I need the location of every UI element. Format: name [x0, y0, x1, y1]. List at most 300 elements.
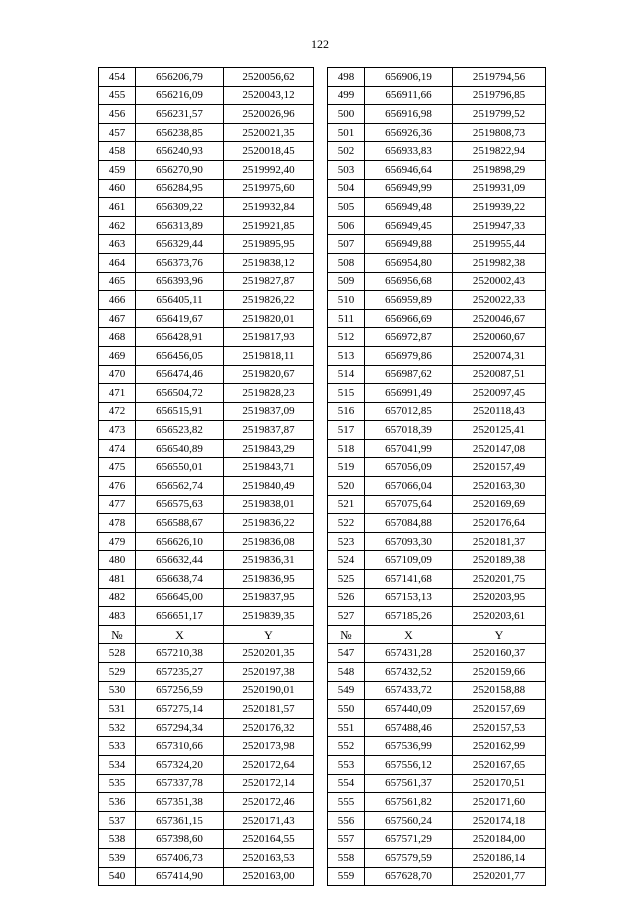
y-coordinate-cell: 2519932,84 [224, 198, 314, 217]
table-row [99, 328, 546, 347]
column-gap [314, 346, 328, 365]
point-number-cell: 478 [99, 514, 136, 533]
table-row [99, 532, 546, 551]
y-coordinate-cell: 2520046,67 [453, 309, 546, 328]
x-coordinate-cell: 656949,48 [365, 198, 453, 217]
y-coordinate-cell: 2519992,40 [224, 160, 314, 179]
table-row [99, 105, 546, 124]
x-coordinate-cell: 656562,74 [136, 477, 224, 496]
x-coordinate-cell: 656645,00 [136, 588, 224, 607]
column-gap [314, 216, 328, 235]
y-coordinate-cell: 2519808,73 [453, 123, 546, 142]
x-coordinate-cell: 657432,52 [365, 663, 453, 682]
y-coordinate-cell: 2519947,33 [453, 216, 546, 235]
point-number-cell: 508 [328, 253, 365, 272]
column-gap [314, 235, 328, 254]
x-coordinate-cell: 656916,98 [365, 105, 453, 124]
point-number-cell: 510 [328, 291, 365, 310]
point-number-cell: 483 [99, 607, 136, 626]
y-coordinate-cell: 2519931,09 [453, 179, 546, 198]
point-number-cell: 556 [328, 811, 365, 830]
x-coordinate-cell: 657056,09 [365, 458, 453, 477]
point-number-cell: 498 [328, 68, 365, 87]
y-coordinate-cell: 2520022,33 [453, 291, 546, 310]
point-number-cell: 456 [99, 105, 136, 124]
point-number-cell: 528 [99, 644, 136, 663]
y-coordinate-cell: 2519794,56 [453, 68, 546, 87]
x-coordinate-cell: 656504,72 [136, 384, 224, 403]
x-coordinate-cell: 656933,83 [365, 142, 453, 161]
point-number-cell: 515 [328, 384, 365, 403]
column-gap [314, 68, 328, 87]
x-coordinate-cell: 656926,36 [365, 123, 453, 142]
column-gap [314, 179, 328, 198]
column-gap [314, 663, 328, 682]
column-gap [314, 328, 328, 347]
x-coordinate-cell: 656991,49 [365, 384, 453, 403]
x-coordinate-cell: 657141,68 [365, 570, 453, 589]
x-coordinate-cell: 656216,09 [136, 86, 224, 105]
x-coordinate-cell: 657579,59 [365, 848, 453, 867]
y-coordinate-cell: 2520181,37 [453, 532, 546, 551]
x-coordinate-cell: 656373,76 [136, 253, 224, 272]
table-row [99, 272, 546, 291]
x-coordinate-cell: 656959,89 [365, 291, 453, 310]
y-coordinate-cell: 2519898,29 [453, 160, 546, 179]
y-coordinate-cell: 2519982,38 [453, 253, 546, 272]
point-number-cell: 509 [328, 272, 365, 291]
x-coordinate-cell: 656206,79 [136, 68, 224, 87]
y-coordinate-cell: 2519838,12 [224, 253, 314, 272]
y-coordinate-cell: 2520163,53 [224, 848, 314, 867]
y-coordinate-cell: 2519818,11 [224, 346, 314, 365]
x-coordinate-cell: 657256,59 [136, 681, 224, 700]
x-coordinate-cell: 657310,66 [136, 737, 224, 756]
table-row [99, 774, 546, 793]
y-coordinate-cell: 2520026,96 [224, 105, 314, 124]
column-gap [314, 551, 328, 570]
y-coordinate-cell: 2520189,38 [453, 551, 546, 570]
point-number-cell: 461 [99, 198, 136, 217]
point-number-cell: 516 [328, 402, 365, 421]
y-coordinate-cell: 2520157,69 [453, 700, 546, 719]
table-row [99, 514, 546, 533]
x-coordinate-cell: 656972,87 [365, 328, 453, 347]
y-coordinate-cell: 2519828,23 [224, 384, 314, 403]
point-number-cell: 540 [99, 867, 136, 886]
column-gap [314, 867, 328, 886]
table-row [99, 365, 546, 384]
column-gap [314, 495, 328, 514]
point-number-cell: 550 [328, 700, 365, 719]
y-coordinate-cell: 2520171,60 [453, 793, 546, 812]
column-gap [314, 105, 328, 124]
number-header: № [99, 625, 136, 644]
y-coordinate-cell: 2520203,61 [453, 607, 546, 626]
y-coordinate-cell: 2519840,49 [224, 477, 314, 496]
point-number-cell: 558 [328, 848, 365, 867]
x-coordinate-cell: 657275,14 [136, 700, 224, 719]
x-coordinate-cell: 656979,86 [365, 346, 453, 365]
y-coordinate-cell: 2519836,08 [224, 532, 314, 551]
x-coordinate-cell: 657109,09 [365, 551, 453, 570]
x-coordinate-cell: 656238,85 [136, 123, 224, 142]
y-coordinate-cell: 2519843,71 [224, 458, 314, 477]
point-number-cell: 468 [99, 328, 136, 347]
table-row [99, 421, 546, 440]
column-gap [314, 458, 328, 477]
point-number-cell: 474 [99, 439, 136, 458]
table-row [99, 198, 546, 217]
column-gap [314, 755, 328, 774]
y-coordinate-cell: 2519975,60 [224, 179, 314, 198]
y-coordinate-cell: 2520172,46 [224, 793, 314, 812]
column-gap [314, 123, 328, 142]
table-row [99, 309, 546, 328]
y-header: Y [453, 625, 546, 644]
y-coordinate-cell: 2519820,01 [224, 309, 314, 328]
x-coordinate-cell: 656393,96 [136, 272, 224, 291]
x-coordinate-cell: 656651,17 [136, 607, 224, 626]
point-number-cell: 559 [328, 867, 365, 886]
x-coordinate-cell: 656954,80 [365, 253, 453, 272]
point-number-cell: 536 [99, 793, 136, 812]
table-row [99, 755, 546, 774]
column-gap [314, 830, 328, 849]
point-number-cell: 519 [328, 458, 365, 477]
table-row [99, 718, 546, 737]
x-coordinate-cell: 656329,44 [136, 235, 224, 254]
x-coordinate-cell: 656313,89 [136, 216, 224, 235]
y-coordinate-cell: 2519796,85 [453, 86, 546, 105]
x-header: X [136, 625, 224, 644]
x-coordinate-cell: 656284,95 [136, 179, 224, 198]
x-coordinate-cell: 656949,99 [365, 179, 453, 198]
y-coordinate-cell: 2520172,64 [224, 755, 314, 774]
x-coordinate-cell: 657556,12 [365, 755, 453, 774]
point-number-cell: 477 [99, 495, 136, 514]
table-row [99, 551, 546, 570]
point-number-cell: 465 [99, 272, 136, 291]
y-coordinate-cell: 2519837,95 [224, 588, 314, 607]
point-number-cell: 511 [328, 309, 365, 328]
point-number-cell: 501 [328, 123, 365, 142]
y-coordinate-cell: 2519836,22 [224, 514, 314, 533]
table-row [99, 384, 546, 403]
table-row [99, 235, 546, 254]
point-number-cell: 521 [328, 495, 365, 514]
y-coordinate-cell: 2520074,31 [453, 346, 546, 365]
column-gap [314, 421, 328, 440]
column-gap [314, 272, 328, 291]
y-coordinate-cell: 2520157,53 [453, 718, 546, 737]
y-coordinate-cell: 2520201,75 [453, 570, 546, 589]
point-number-cell: 503 [328, 160, 365, 179]
y-coordinate-cell: 2520159,66 [453, 663, 546, 682]
x-coordinate-cell: 656966,69 [365, 309, 453, 328]
table-row [99, 123, 546, 142]
y-coordinate-cell: 2520097,45 [453, 384, 546, 403]
y-coordinate-cell: 2520160,37 [453, 644, 546, 663]
x-coordinate-cell: 657235,27 [136, 663, 224, 682]
y-coordinate-cell: 2520043,12 [224, 86, 314, 105]
point-number-cell: 502 [328, 142, 365, 161]
y-coordinate-cell: 2519836,31 [224, 551, 314, 570]
y-coordinate-cell: 2520163,00 [224, 867, 314, 886]
x-coordinate-cell: 656949,45 [365, 216, 453, 235]
x-coordinate-cell: 657093,30 [365, 532, 453, 551]
point-number-cell: 518 [328, 439, 365, 458]
table-row [99, 68, 546, 87]
point-number-cell: 507 [328, 235, 365, 254]
point-number-cell: 551 [328, 718, 365, 737]
point-number-cell: 552 [328, 737, 365, 756]
y-coordinate-cell: 2520176,32 [224, 718, 314, 737]
point-number-cell: 537 [99, 811, 136, 830]
x-coordinate-cell: 656949,88 [365, 235, 453, 254]
point-number-cell: 459 [99, 160, 136, 179]
point-number-cell: 476 [99, 477, 136, 496]
table-row [99, 402, 546, 421]
column-gap [314, 625, 328, 644]
x-coordinate-cell: 657351,38 [136, 793, 224, 812]
point-number-cell: 547 [328, 644, 365, 663]
x-coordinate-cell: 657488,46 [365, 718, 453, 737]
table-header-row [99, 625, 546, 644]
table-row [99, 588, 546, 607]
point-number-cell: 514 [328, 365, 365, 384]
x-coordinate-cell: 657414,90 [136, 867, 224, 886]
point-number-cell: 525 [328, 570, 365, 589]
x-coordinate-cell: 656638,74 [136, 570, 224, 589]
column-gap [314, 514, 328, 533]
x-coordinate-cell: 657041,99 [365, 439, 453, 458]
x-coordinate-cell: 656474,46 [136, 365, 224, 384]
x-coordinate-cell: 656956,68 [365, 272, 453, 291]
point-number-cell: 527 [328, 607, 365, 626]
x-coordinate-cell: 657084,88 [365, 514, 453, 533]
y-coordinate-cell: 2520158,88 [453, 681, 546, 700]
y-coordinate-cell: 2519843,29 [224, 439, 314, 458]
y-coordinate-cell: 2520201,77 [453, 867, 546, 886]
table-row [99, 346, 546, 365]
point-number-cell: 553 [328, 755, 365, 774]
column-gap [314, 644, 328, 663]
table-row [99, 700, 546, 719]
table-row [99, 253, 546, 272]
point-number-cell: 463 [99, 235, 136, 254]
y-coordinate-cell: 2520157,49 [453, 458, 546, 477]
point-number-cell: 529 [99, 663, 136, 682]
y-coordinate-cell: 2520087,51 [453, 365, 546, 384]
x-coordinate-cell: 656515,91 [136, 402, 224, 421]
column-gap [314, 439, 328, 458]
table-row [99, 86, 546, 105]
x-coordinate-cell: 656588,67 [136, 514, 224, 533]
x-header: X [365, 625, 453, 644]
x-coordinate-cell: 657431,28 [365, 644, 453, 663]
x-coordinate-cell: 656270,90 [136, 160, 224, 179]
point-number-cell: 526 [328, 588, 365, 607]
y-coordinate-cell: 2520186,14 [453, 848, 546, 867]
x-coordinate-cell: 657185,26 [365, 607, 453, 626]
column-gap [314, 700, 328, 719]
x-coordinate-cell: 656456,05 [136, 346, 224, 365]
column-gap [314, 774, 328, 793]
y-coordinate-cell: 2519939,22 [453, 198, 546, 217]
point-number-cell: 454 [99, 68, 136, 87]
table-row [99, 291, 546, 310]
x-coordinate-cell: 656523,82 [136, 421, 224, 440]
page-number: 122 [311, 37, 329, 51]
column-gap [314, 607, 328, 626]
x-coordinate-cell: 657324,20 [136, 755, 224, 774]
point-number-cell: 533 [99, 737, 136, 756]
table-row [99, 495, 546, 514]
point-number-cell: 531 [99, 700, 136, 719]
point-number-cell: 500 [328, 105, 365, 124]
table-row [99, 439, 546, 458]
y-coordinate-cell: 2520201,35 [224, 644, 314, 663]
table-row [99, 179, 546, 198]
column-gap [314, 477, 328, 496]
y-coordinate-cell: 2520171,43 [224, 811, 314, 830]
y-coordinate-cell: 2520203,95 [453, 588, 546, 607]
x-coordinate-cell: 657433,72 [365, 681, 453, 700]
column-gap [314, 570, 328, 589]
table-row [99, 216, 546, 235]
coordinates-table [98, 67, 546, 886]
y-coordinate-cell: 2520021,35 [224, 123, 314, 142]
point-number-cell: 504 [328, 179, 365, 198]
column-gap [314, 811, 328, 830]
point-number-cell: 523 [328, 532, 365, 551]
point-number-cell: 513 [328, 346, 365, 365]
point-number-cell: 557 [328, 830, 365, 849]
y-coordinate-cell: 2520118,43 [453, 402, 546, 421]
table-row [99, 830, 546, 849]
x-coordinate-cell: 657294,34 [136, 718, 224, 737]
column-gap [314, 793, 328, 812]
y-coordinate-cell: 2520197,38 [224, 663, 314, 682]
y-coordinate-cell: 2520169,69 [453, 495, 546, 514]
x-coordinate-cell: 657153,13 [365, 588, 453, 607]
y-coordinate-cell: 2520018,45 [224, 142, 314, 161]
y-coordinate-cell: 2520163,30 [453, 477, 546, 496]
column-gap [314, 309, 328, 328]
column-gap [314, 142, 328, 161]
column-gap [314, 291, 328, 310]
x-coordinate-cell: 656626,10 [136, 532, 224, 551]
point-number-cell: 520 [328, 477, 365, 496]
table-row [99, 681, 546, 700]
table-row [99, 458, 546, 477]
x-coordinate-cell: 656906,19 [365, 68, 453, 87]
y-header: Y [224, 625, 314, 644]
table-row [99, 848, 546, 867]
y-coordinate-cell: 2519822,94 [453, 142, 546, 161]
point-number-cell: 532 [99, 718, 136, 737]
x-coordinate-cell: 656550,01 [136, 458, 224, 477]
point-number-cell: 471 [99, 384, 136, 403]
point-number-cell: 539 [99, 848, 136, 867]
y-coordinate-cell: 2519817,93 [224, 328, 314, 347]
x-coordinate-cell: 656419,67 [136, 309, 224, 328]
x-coordinate-cell: 657440,09 [365, 700, 453, 719]
x-coordinate-cell: 656428,91 [136, 328, 224, 347]
y-coordinate-cell: 2519895,95 [224, 235, 314, 254]
y-coordinate-cell: 2520174,18 [453, 811, 546, 830]
point-number-cell: 535 [99, 774, 136, 793]
y-coordinate-cell: 2519837,87 [224, 421, 314, 440]
x-coordinate-cell: 656309,22 [136, 198, 224, 217]
x-coordinate-cell: 657337,78 [136, 774, 224, 793]
table-row [99, 644, 546, 663]
y-coordinate-cell: 2520162,99 [453, 737, 546, 756]
point-number-cell: 458 [99, 142, 136, 161]
y-coordinate-cell: 2519827,87 [224, 272, 314, 291]
column-gap [314, 588, 328, 607]
x-coordinate-cell: 656540,89 [136, 439, 224, 458]
y-coordinate-cell: 2520170,51 [453, 774, 546, 793]
y-coordinate-cell: 2520060,67 [453, 328, 546, 347]
column-gap [314, 365, 328, 384]
y-coordinate-cell: 2519836,95 [224, 570, 314, 589]
point-number-cell: 538 [99, 830, 136, 849]
x-coordinate-cell: 657075,64 [365, 495, 453, 514]
y-coordinate-cell: 2519921,85 [224, 216, 314, 235]
point-number-cell: 512 [328, 328, 365, 347]
y-coordinate-cell: 2519838,01 [224, 495, 314, 514]
y-coordinate-cell: 2520184,00 [453, 830, 546, 849]
table-row [99, 160, 546, 179]
x-coordinate-cell: 657018,39 [365, 421, 453, 440]
x-coordinate-cell: 657561,82 [365, 793, 453, 812]
table-row [99, 663, 546, 682]
table-row [99, 570, 546, 589]
table-row [99, 867, 546, 886]
y-coordinate-cell: 2519826,22 [224, 291, 314, 310]
x-coordinate-cell: 657561,37 [365, 774, 453, 793]
x-coordinate-cell: 656987,62 [365, 365, 453, 384]
table-row [99, 142, 546, 161]
table-row [99, 811, 546, 830]
point-number-cell: 467 [99, 309, 136, 328]
point-number-cell: 499 [328, 86, 365, 105]
point-number-cell: 462 [99, 216, 136, 235]
x-coordinate-cell: 656240,93 [136, 142, 224, 161]
y-coordinate-cell: 2520002,43 [453, 272, 546, 291]
x-coordinate-cell: 657406,73 [136, 848, 224, 867]
x-coordinate-cell: 657560,24 [365, 811, 453, 830]
column-gap [314, 253, 328, 272]
point-number-cell: 517 [328, 421, 365, 440]
y-coordinate-cell: 2520190,01 [224, 681, 314, 700]
point-number-cell: 530 [99, 681, 136, 700]
y-coordinate-cell: 2520176,64 [453, 514, 546, 533]
point-number-cell: 524 [328, 551, 365, 570]
y-coordinate-cell: 2519820,67 [224, 365, 314, 384]
column-gap [314, 848, 328, 867]
y-coordinate-cell: 2520147,08 [453, 439, 546, 458]
point-number-cell: 472 [99, 402, 136, 421]
y-coordinate-cell: 2519955,44 [453, 235, 546, 254]
point-number-cell: 534 [99, 755, 136, 774]
y-coordinate-cell: 2519839,35 [224, 607, 314, 626]
x-coordinate-cell: 656911,66 [365, 86, 453, 105]
x-coordinate-cell: 657361,15 [136, 811, 224, 830]
x-coordinate-cell: 656946,64 [365, 160, 453, 179]
